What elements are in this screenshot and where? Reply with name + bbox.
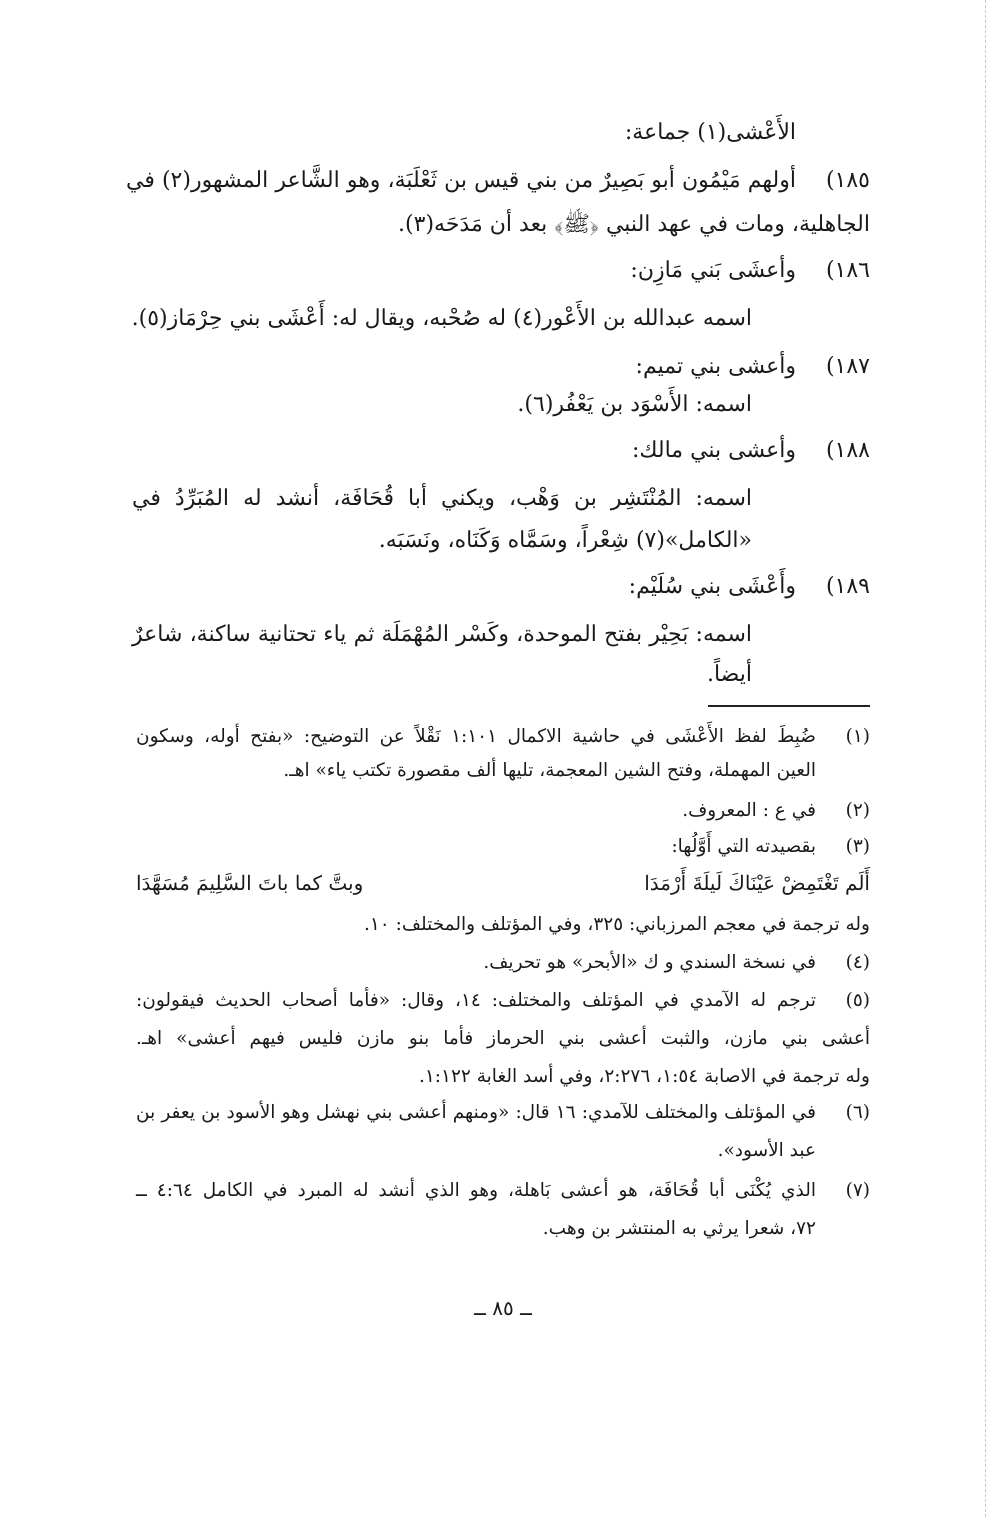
entry-text-line: اسمه: المُنْتَشِر بن وَهْب، ويكني أبا قُحَافَة، أنشد له المُبَرِّدُ في — [132, 486, 752, 511]
entry-text-line: أيضاً. — [706, 662, 752, 687]
footnote-text-line: أعشى بني مازن، والثبت أعشى بني الحرماز فأما بنو مازن فليس فيهم أعشى» اهـ. — [136, 1028, 870, 1049]
entry-number: ١٨٦) — [825, 258, 870, 283]
entry-number: ١٨٩) — [825, 574, 870, 599]
entry-text-line: اسمه: بَحِيْر بفتح الموحدة، وكَسْر المُهْمَلَة ثم ياء تحتانية ساكنة، شاعرٌ — [132, 622, 752, 647]
footnote-text-line: في المؤتلف والمختلف للآمدي: ١٦ قال: «ومنهم أعشى بني نهشل وهو الأسود بن يعفر بن — [136, 1102, 817, 1123]
entry-text-line: اسمه: الأَسْوَد بن يَعْفُر(٦). — [517, 392, 752, 417]
footnote-number: (٢) — [845, 800, 870, 821]
entry-title: وأعشى بني مالك: — [631, 438, 796, 463]
footnote-text-line: في ع : المعروف. — [682, 800, 816, 821]
footnote-number: (٥) — [845, 990, 870, 1011]
footnote-number: (٤) — [845, 952, 870, 973]
entry-number: ١٨٧) — [825, 354, 870, 379]
entry-title: وأعشى بني تميم: — [635, 354, 796, 379]
footnote-number: (٧) — [845, 1180, 870, 1201]
entry-number: ١٨٥) — [825, 168, 870, 193]
entry-text-line: اسمه عبدالله بن الأَعْور(٤) له صُحْبه، ويقال له: أَعْشَى بني حِرْمَاز(٥). — [131, 306, 752, 331]
scan-edge-line — [985, 0, 987, 1517]
footnote-number: (٣) — [845, 836, 870, 857]
section-heading: الأَعْشى(١) جماعة: — [624, 120, 796, 145]
footnote-number: (١) — [845, 726, 870, 747]
verse-first-hemistich: أَلَم تَغْتَمِضْ عَيْنَاكَ لَيلَةَ أَرْمَدَا — [644, 871, 870, 895]
verse-second-hemistich: وبتَّ كما باتَ السَّلِيمَ مُسَهَّدَا — [136, 871, 364, 895]
entry-text-line: الجاهلية، ومات في عهد النبي ﴿ﷺ﴾ بعد أن مَدَحَه(٣). — [398, 212, 870, 237]
entry-title: وأَعْشَى بني سُلَيْم: — [628, 574, 796, 599]
entry-title: وأعشَى بَني مَازِن: — [630, 258, 796, 283]
page-number: ــ ٨٥ ــ — [474, 1296, 532, 1320]
footnote-text-line: ترجم له الآمدي في المؤتلف والمختلف: ١٤، وقال: «فأما أصحاب الحديث فيقولون: — [136, 990, 817, 1011]
entry-text-line: أولهم مَيْمُون أبو بَصِيرٌ من بني قيس بن ثَعْلَبَة، وهو الشَّاعر المشهور(٢) في — [126, 168, 796, 193]
entry-text-line: «الكامل»(٧) شِعْراً، وسَمَّاه وَكَنَاه، ونَسَبَه. — [378, 528, 752, 553]
footnote-text-line: الذي يُكْنَى أبا قُحَافَة، هو أعشى بَاهلة، وهو الذي أنشد له المبرد في الكامل ٤:٦٤ ــ — [136, 1180, 816, 1201]
footnote-text-line: وله ترجمة في الاصابة ١:٥٤، ٢:٢٧٦، وفي أسد الغابة ١:١٢٢. — [418, 1066, 870, 1087]
footnote-text-line: في نسخة السندي و ك «الأبحر» هو تحريف. — [483, 952, 816, 973]
footnote-number: (٦) — [845, 1102, 870, 1123]
footnote-text-line: العين المهملة، وفتح الشين المعجمة، تليها ألف مقصورة تكتب ياء» اهـ. — [283, 760, 816, 781]
poetry-verse — [136, 868, 870, 898]
entry-number: ١٨٨) — [825, 438, 870, 463]
footnote-text-line: وله ترجمة في معجم المرزباني: ٣٢٥، وفي المؤتلف والمختلف: ١٠. — [363, 914, 870, 935]
footnote-text-line: ضُبِطَ لفظ الأَعْشَى في حاشية الاكمال ١:١٠١ نَقْلاً عن التوضيح: «بفتح أوله، وسكون — [136, 726, 817, 747]
footnote-text-line: ٧٢، شعرا يرثي به المنتشر بن وهب. — [542, 1218, 816, 1239]
footnote-separator — [708, 705, 870, 707]
footnote-text-line: عبد الأسود». — [717, 1140, 816, 1161]
footnote-text-line: بقصيدته التي أَوَّلُها: — [671, 836, 816, 857]
